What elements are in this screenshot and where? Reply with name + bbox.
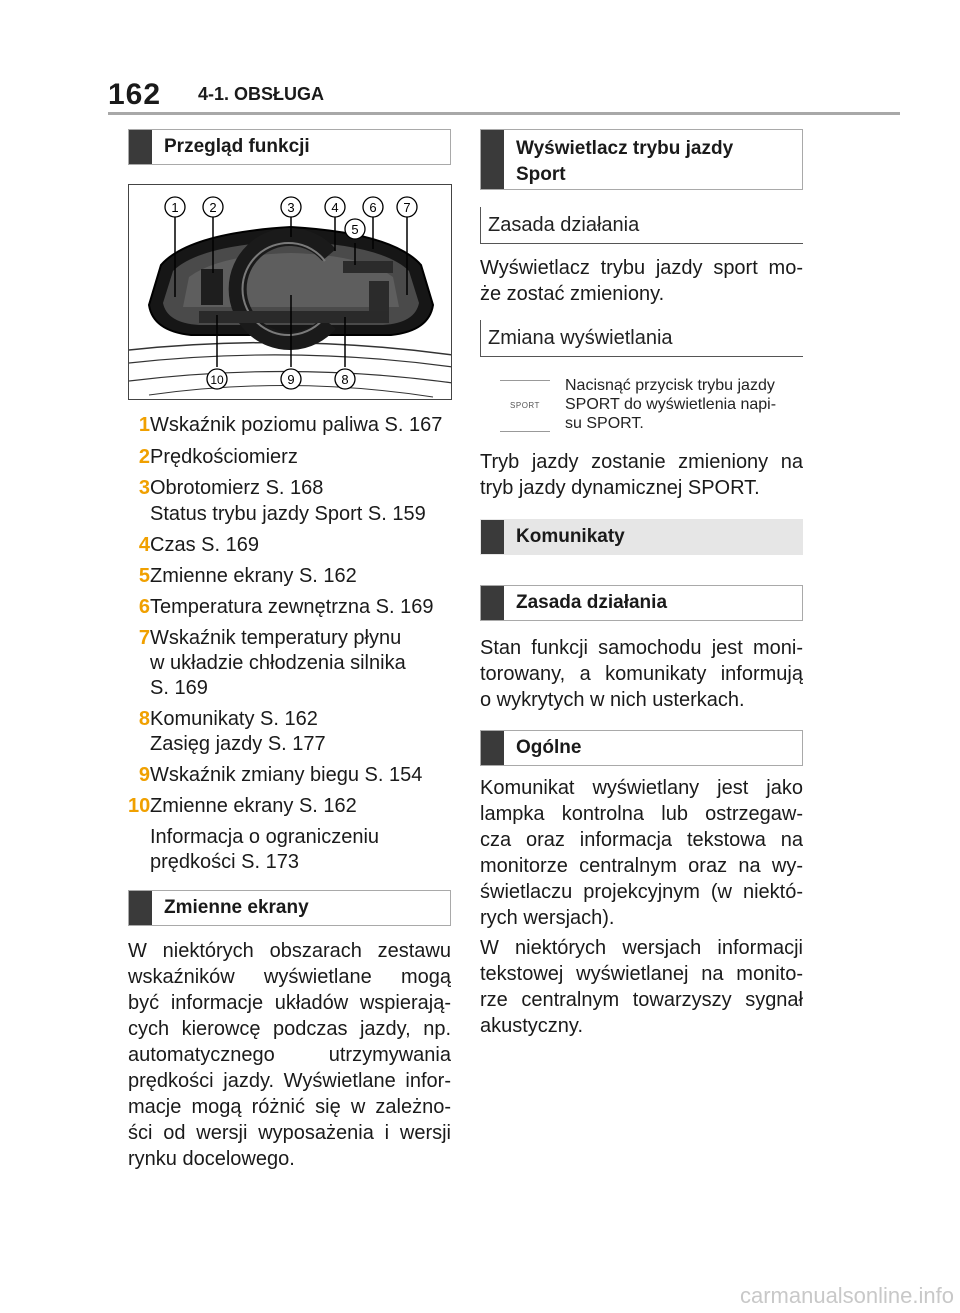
- section-overview-title: Przegląd funkcji: [164, 136, 310, 157]
- section-bar: [481, 130, 504, 189]
- chapter-title: 4-1. OBSŁUGA: [198, 84, 325, 104]
- section-principle-messages: [480, 585, 803, 621]
- section-bar: [481, 520, 504, 554]
- section-bar: [481, 586, 504, 620]
- section-variable-screens-title: Zmienne ekrany: [164, 897, 309, 918]
- general-paragraph-1: Komunikat wyświetlany jest jako lampka kontrolna lub ostrzegaw- cza oraz informacja tekstowa na monitorze centralnym oraz na wy- świetlaczu projekcyjnym (w niektó- rych wersjach).: [480, 777, 803, 929]
- principle-paragraph: Wyświetlacz trybu jazdy sport mo- że zostać zmieniony.: [480, 257, 803, 305]
- header-divider: [108, 112, 900, 115]
- callout-4: 4: [331, 200, 339, 215]
- section-overview: [128, 129, 451, 165]
- section-messages-title: Komunikaty: [516, 526, 625, 547]
- section-principle-messages-title: Zasada działania: [516, 592, 668, 613]
- callout-5: 5: [351, 222, 359, 237]
- section-general-title: Ogólne: [516, 737, 582, 758]
- callout-2: 2: [209, 200, 217, 215]
- section-variable-screens: [128, 890, 451, 926]
- section-general: [480, 730, 803, 766]
- principle-messages-paragraph: Stan funkcji samochodu jest moni- torowany, a komunikaty informują o wykrytych w nich usterkach.: [480, 637, 803, 711]
- section-sport-display: [480, 129, 803, 190]
- sport-button-label: SPORT: [510, 401, 540, 410]
- instrument-cluster-figure: [128, 184, 452, 400]
- section-bar: [129, 130, 152, 164]
- callout-6: 6: [369, 200, 377, 215]
- button-note: Nacisnąć przycisk trybu jazdy SPORT do wyświetlenia napi- su SPORT.: [565, 377, 777, 432]
- section-bar: [481, 731, 504, 765]
- callout-1: 1: [171, 200, 179, 215]
- section-bar: [129, 891, 152, 925]
- subheading-change-display: Zmiana wyświetlania: [488, 327, 673, 349]
- watermark: carmanualsonline.info: [739, 1283, 954, 1308]
- mode-paragraph: Tryb jazdy zostanie zmieniony na tryb jazdy dynamicznej SPORT.: [480, 451, 803, 499]
- callout-3: 3: [287, 200, 295, 215]
- callout-8: 8: [341, 372, 349, 387]
- section-messages: [480, 519, 803, 555]
- general-paragraph-2: W niektórych wersjach informacji tekstowej wyświetlanej na monito- rze centralnym towarzyszy sygnał akustyczny.: [480, 937, 803, 1037]
- variable-screens-paragraph: W niektórych obszarach zestawu wskaźników wyświetlane mogą być informacje układów wspierają- cych kierowcę podczas jazdy, np. automatycznego utrzymywania prędkości jazdy. Wyświetlane infor- macje mogą różnić się w zależno- ści od wersji wyposażenia i wersji rynku docelowego.: [128, 940, 451, 1170]
- sport-button-illustration: [500, 380, 550, 432]
- page-number: 162: [108, 78, 162, 111]
- instrument-cluster-illustration: [129, 185, 452, 400]
- callout-10: 10: [210, 373, 224, 387]
- subheading-principle: Zasada działania: [488, 214, 640, 236]
- section-sport-display-title: Wyświetlacz trybu jazdy Sport: [516, 138, 734, 185]
- callout-7: 7: [403, 200, 411, 215]
- callout-9: 9: [287, 372, 295, 387]
